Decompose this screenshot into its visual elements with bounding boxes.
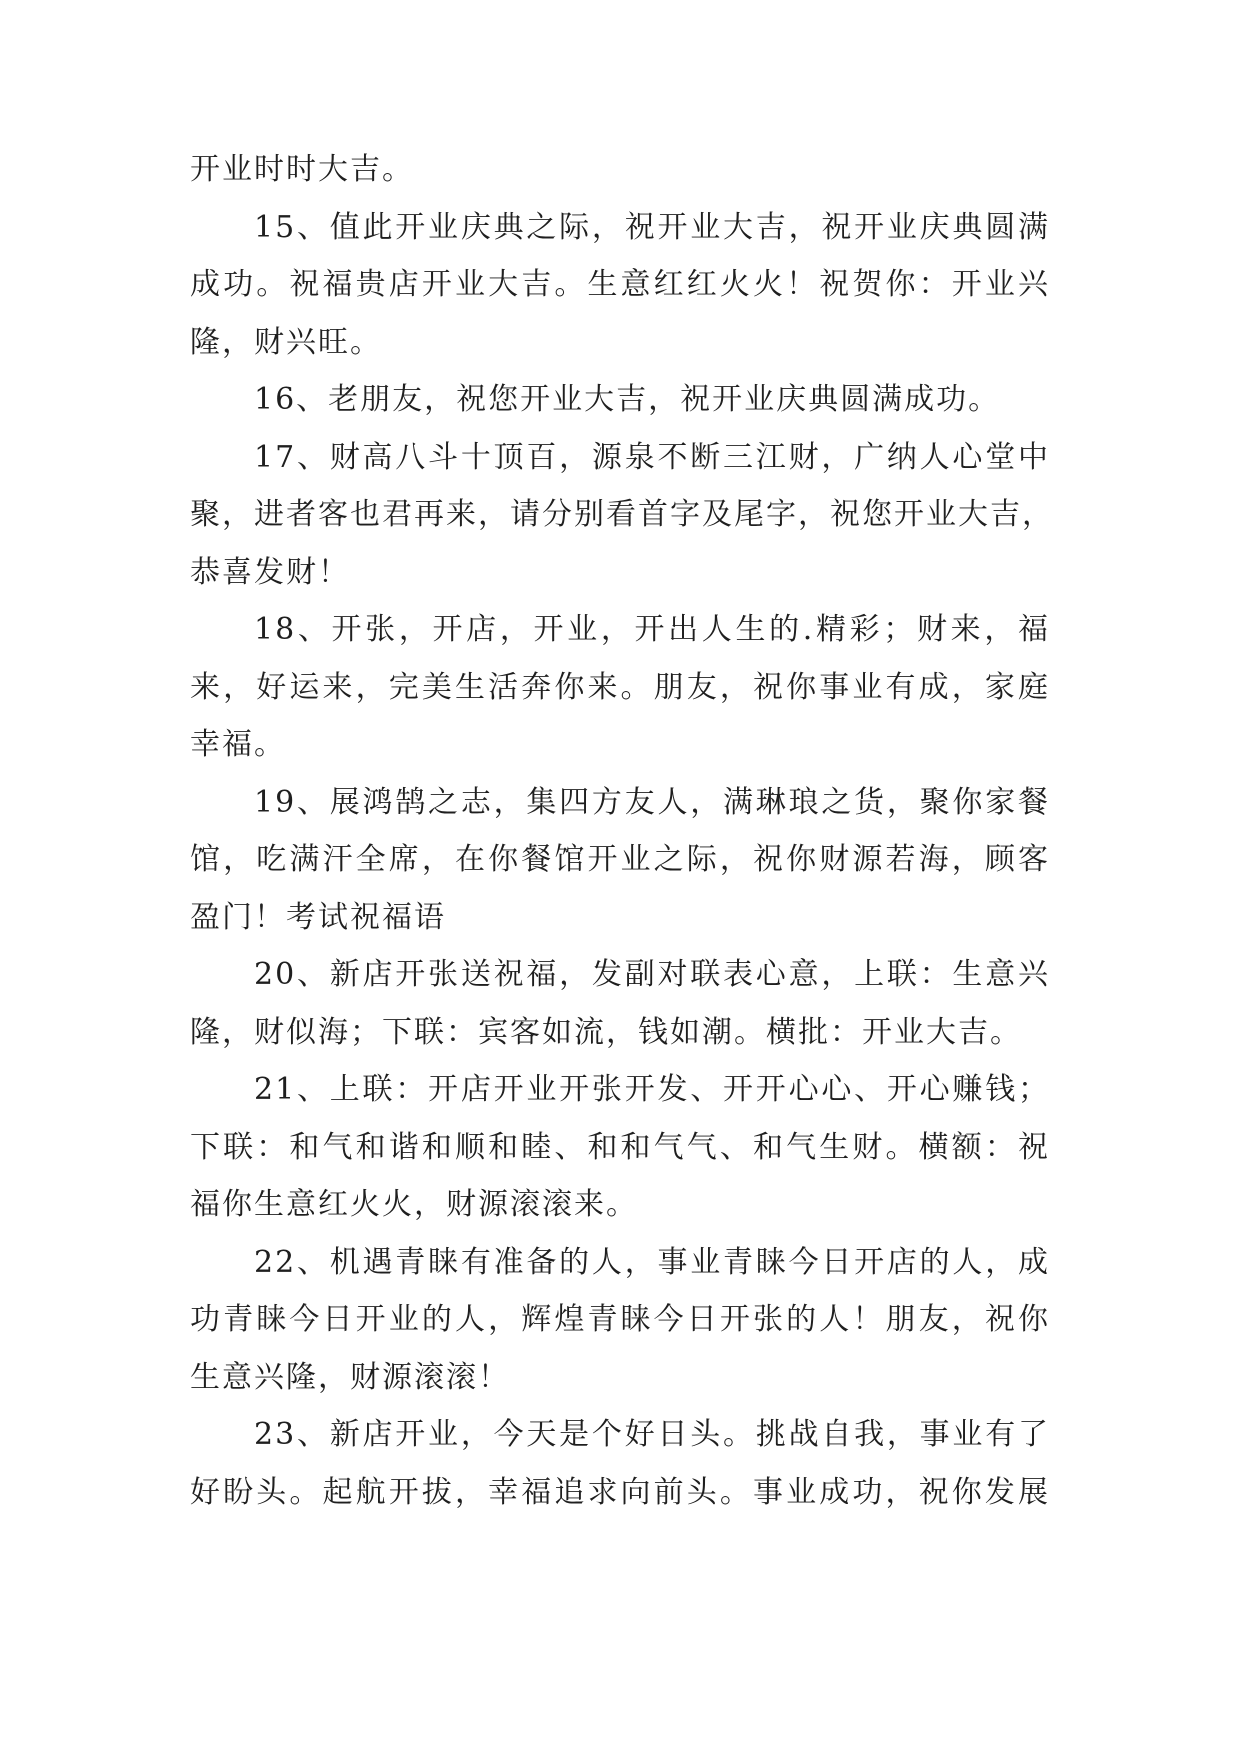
text-line: 22、机遇青睐有准备的人，事业青睐今日开店的人，成 [254, 1244, 1050, 1280]
text-line: 来，好运来，完美生活奔你来。朋友，祝你事业有成，家庭 [190, 669, 1050, 705]
text-line: 15、值此开业庆典之际，祝开业大吉，祝开业庆典圆满 [254, 209, 1050, 245]
paragraph [190, 371, 1050, 429]
paragraph [190, 601, 1050, 774]
text-line: 17、财高八斗十顶百，源泉不断三江财，广纳人心堂中 [254, 439, 1050, 475]
text-line: 馆，吃满汗全席，在你餐馆开业之际，祝你财源若海，顾客 [190, 842, 1050, 877]
paragraph [190, 1061, 1050, 1234]
text-line: 隆，财似海；下联：宾客如流，钱如潮。横批：开业大吉。 [190, 1014, 1022, 1050]
paragraph [190, 1406, 1050, 1521]
document-body [190, 141, 1054, 1521]
text-line: 成功。祝福贵店开业大吉。生意红红火火！祝贺你：开业兴 [190, 267, 1050, 302]
paragraph [190, 429, 1054, 602]
paragraph [190, 946, 1050, 1061]
text-line: 恭喜发财！ [190, 554, 350, 590]
text-line: 盈门！考试祝福语 [190, 899, 446, 935]
text-line: 福你生意红火火，财源滚滚来。 [190, 1187, 638, 1222]
text-line: 18、开张，开店，开业，开出人生的.精彩；财来，福 [254, 612, 1050, 647]
text-line: 23、新店开业，今天是个好日头。挑战自我，事业有了 [254, 1417, 1050, 1452]
paragraph [190, 141, 1050, 199]
text-line: 好盼头。起航开拔，幸福追求向前头。事业成功，祝你发展 [190, 1474, 1050, 1510]
paragraph [190, 199, 1050, 372]
text-line: 20、新店开张送祝福，发副对联表心意，上联：生意兴 [254, 957, 1050, 992]
paragraph [190, 774, 1050, 947]
text-line: 生意兴隆，财源滚滚！ [190, 1359, 510, 1395]
paragraph [190, 1234, 1050, 1407]
text-line: 幸福。 [190, 727, 286, 762]
text-line: 21、上联：开店开业开张开发、开开心心、开心赚钱； [254, 1072, 1050, 1107]
text-line: 隆，财兴旺。 [190, 324, 382, 360]
text-line: 功青睐今日开业的人，辉煌青睐今日开张的人！朋友，祝你 [190, 1302, 1050, 1337]
text-line: 19、展鸿鹄之志，集四方友人，满琳琅之货，聚你家餐 [254, 784, 1050, 820]
text-line: 16、老朋友，祝您开业大吉，祝开业庆典圆满成功。 [254, 382, 1001, 417]
text-line: 下联：和气和谐和顺和睦、和和气气、和气生财。横额：祝 [190, 1129, 1050, 1165]
text-line: 聚，进者客也君再来，请分别看首字及尾字，祝您开业大吉， [190, 497, 1054, 532]
text-line: 开业时时大吉。 [190, 152, 414, 187]
